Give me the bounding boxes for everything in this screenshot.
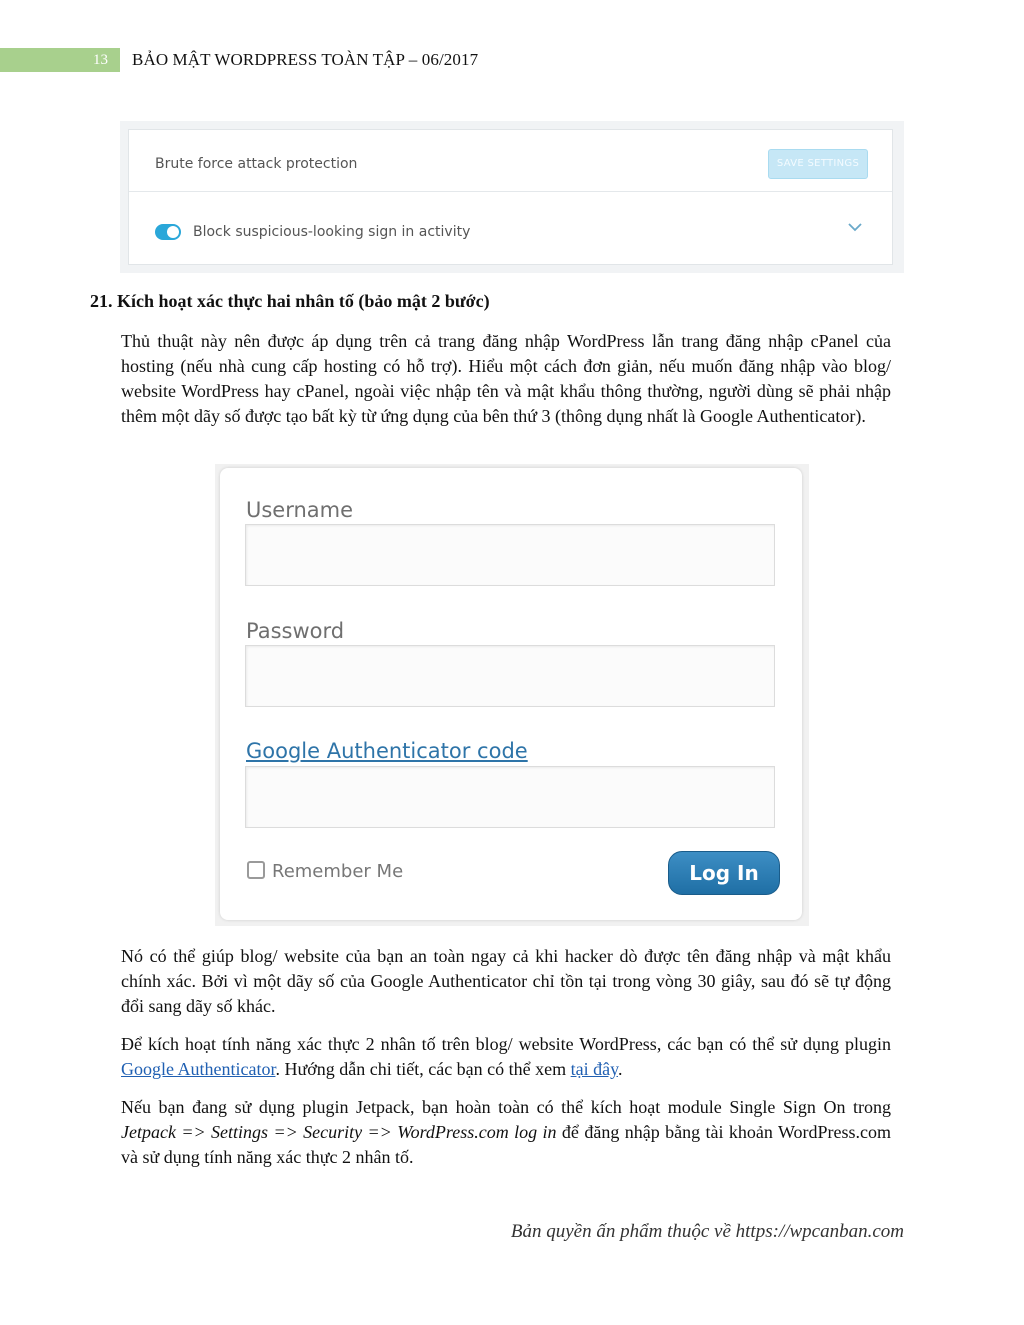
google-authenticator-label: Google Authenticator code [246, 739, 528, 763]
block-signin-label: Block suspicious-looking sign in activity [193, 224, 471, 240]
intro-paragraph: Thủ thuật này nên được áp dụng trên cả trang đăng nhập WordPress lẫn trang đăng nhập cPanel của hosting (nếu nhà cung cấp hosting có hỗ trợ). Hiểu một cách đơn giản, nếu muốn đăng nhập vào blog/ website WordPress hay cPanel, ngoài việc nhập tên và mật khẩu thông thường, người dùng sẽ phải nhập thêm một dãy số được tạo bất kỳ từ ứng dụng của bên thứ 3 (thông dụng nhất là Google Authenticator). [121, 331, 891, 426]
jetpack-paragraph [121, 1095, 891, 1170]
document-title: BẢO MẬT WORDPRESS TOÀN TẬP – 06/2017 [132, 50, 479, 69]
remember-me-label: Remember Me [272, 861, 404, 882]
login-form-screenshot [215, 464, 809, 926]
plugin-text-middle: . Hướng dẫn chi tiết, các bạn có thể xem [275, 1059, 571, 1079]
authenticator-code-input[interactable] [245, 766, 775, 828]
password-input[interactable] [245, 645, 775, 707]
jetpack-text-before: Nếu bạn đang sử dụng plugin Jetpack, bạn hoàn toàn có thể kích hoạt module Single Sign On trong [121, 1097, 891, 1117]
card-divider [129, 191, 892, 192]
login-button[interactable]: Log In [668, 851, 780, 895]
plugin-text-before: Để kích hoạt tính năng xác thực 2 nhân tố trên blog/ website WordPress, các bạn có thể sử dụng plugin [121, 1034, 891, 1054]
plugin-paragraph [121, 1032, 891, 1082]
remember-me-checkbox[interactable] [247, 861, 265, 879]
details-here-link[interactable]: tại đây [570, 1059, 618, 1079]
brute-force-card [128, 129, 893, 265]
brute-force-screenshot [120, 121, 904, 273]
plugin-text-after: . [617, 1059, 623, 1079]
brute-force-title: Brute force attack protection [155, 156, 358, 172]
safety-paragraph: Nó có thể giúp blog/ website của bạn an toàn ngay cả khi hacker dò được tên đăng nhập và mật khẩu chính xác. Bởi vì một dãy số của Google Authenticator chỉ tồn tại trong vòng 30 giây, sau đó sẽ tự động đổi sang dãy số khác. [121, 946, 891, 1016]
copyright-footer: Bản quyền ấn phẩm thuộc về https://wpcanban.com [510, 1221, 904, 1242]
block-signin-toggle[interactable] [155, 224, 181, 240]
username-input[interactable] [245, 524, 775, 586]
page-number: 13 [93, 52, 108, 68]
password-label: Password [246, 619, 345, 643]
jetpack-settings-path: Jetpack => Settings => Security => WordPress.com log in [121, 1122, 557, 1142]
username-label: Username [246, 498, 354, 522]
section-heading: 21. Kích hoạt xác thực hai nhân tố (bảo mật 2 bước) [90, 291, 490, 311]
chevron-down-icon[interactable] [848, 222, 862, 232]
google-authenticator-link[interactable]: Google Authenticator [121, 1059, 276, 1079]
login-card [220, 468, 802, 920]
jetpack-text-after: để đăng nhập bằng tài khoản WordPress.com và sử dụng tính năng xác thực 2 nhân tố. [121, 1122, 891, 1167]
save-settings-button[interactable]: SAVE SETTINGS [768, 149, 868, 179]
